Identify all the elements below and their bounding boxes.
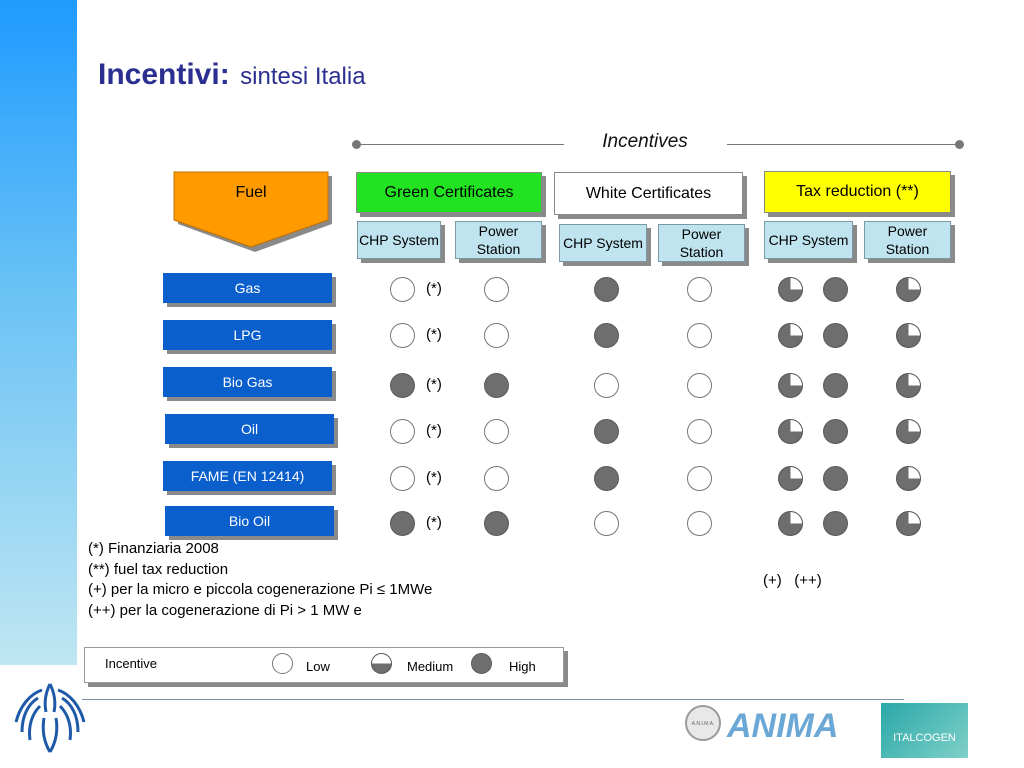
legend-low-label: Low bbox=[306, 659, 330, 674]
page-title bbox=[98, 58, 366, 92]
tax-reduction-header: Tax reduction (**) bbox=[764, 171, 951, 213]
footnote-2: (**) fuel tax reduction bbox=[88, 560, 229, 578]
white-cell-low-icon bbox=[687, 419, 712, 444]
tax-cell-medium-icon bbox=[896, 466, 921, 491]
fuel-header-shape bbox=[172, 170, 334, 252]
tax-cell-medium-icon bbox=[778, 277, 803, 302]
legend-high-icon bbox=[471, 653, 492, 674]
white-cell-low-icon bbox=[594, 373, 619, 398]
green-cell-high-icon bbox=[484, 373, 509, 398]
green-cell-high-icon bbox=[390, 511, 415, 536]
fuel-row-label: Bio Oil bbox=[165, 506, 334, 536]
green-chp-system: CHP System bbox=[357, 221, 441, 259]
white-cell-high-icon bbox=[594, 419, 619, 444]
footnotes bbox=[88, 539, 432, 621]
tax-chp-system: CHP System bbox=[764, 221, 853, 259]
star-note: (*) bbox=[426, 469, 442, 486]
fuel-row-label: Oil bbox=[165, 414, 334, 444]
white-cell-low-icon bbox=[687, 323, 712, 348]
tax-cell-high-icon bbox=[823, 511, 848, 536]
plus-labels: (+) (++) bbox=[763, 572, 822, 589]
fuel-header-label: Fuel bbox=[235, 184, 267, 201]
star-note: (*) bbox=[426, 376, 442, 393]
footnote-1: (*) Finanziaria 2008 bbox=[88, 540, 219, 557]
tax-cell-high-icon bbox=[823, 373, 848, 398]
tax-cell-medium-icon bbox=[896, 373, 921, 398]
green-cell-low-icon bbox=[484, 419, 509, 444]
white-power-station: Power Station bbox=[658, 224, 745, 262]
left-sidebar-band bbox=[0, 0, 77, 665]
legend-medium-icon bbox=[371, 653, 392, 674]
title-sub: sintesi Italia bbox=[240, 63, 366, 90]
fuel-row-label: Bio Gas bbox=[163, 367, 332, 397]
green-power-station: Power Station bbox=[455, 221, 542, 259]
fuel-row-label: Gas bbox=[163, 273, 332, 303]
tax-cell-medium-icon bbox=[896, 323, 921, 348]
tax-cell-medium-icon bbox=[896, 277, 921, 302]
green-cell-low-icon bbox=[484, 277, 509, 302]
green-certificates-header: Green Certificates bbox=[356, 172, 542, 213]
tax-power-station: Power Station bbox=[864, 221, 951, 259]
footnote-3: (+) per la micro e piccola cogenerazione Pi ≤ 1MWe bbox=[88, 581, 433, 598]
incentives-line-left bbox=[356, 144, 564, 145]
tax-cell-medium-icon bbox=[778, 323, 803, 348]
fuel-row-label: LPG bbox=[163, 320, 332, 350]
legend-title: Incentive bbox=[105, 656, 158, 671]
footnote-4: (++) per la cogenerazione di Pi > 1 MW e bbox=[88, 601, 362, 619]
green-cell-low-icon bbox=[484, 466, 509, 491]
tax-cell-medium-icon bbox=[778, 419, 803, 444]
white-cell-high-icon bbox=[594, 323, 619, 348]
green-cell-high-icon bbox=[390, 373, 415, 398]
white-cell-low-icon bbox=[687, 466, 712, 491]
white-cell-low-icon bbox=[687, 511, 712, 536]
incentives-line-right bbox=[727, 144, 959, 145]
white-cell-low-icon bbox=[687, 373, 712, 398]
incentives-label: Incentives bbox=[602, 131, 688, 152]
green-cell-high-icon bbox=[484, 511, 509, 536]
italcogen-logo-text: ITALCOGEN bbox=[893, 732, 956, 744]
star-note: (*) bbox=[426, 422, 442, 439]
tax-cell-high-icon bbox=[823, 323, 848, 348]
white-cell-low-icon bbox=[594, 511, 619, 536]
title-main: Incentivi: bbox=[98, 58, 230, 91]
legend-box bbox=[84, 647, 564, 683]
tax-cell-high-icon bbox=[823, 466, 848, 491]
legend-medium-label: Medium bbox=[407, 659, 454, 674]
star-note: (*) bbox=[426, 280, 442, 297]
white-chp-system: CHP System bbox=[559, 224, 647, 262]
green-cell-low-icon bbox=[390, 466, 415, 491]
green-cell-low-icon bbox=[390, 419, 415, 444]
incentives-line-end-dot bbox=[955, 140, 964, 149]
tax-cell-high-icon bbox=[823, 419, 848, 444]
tax-cell-medium-icon bbox=[896, 419, 921, 444]
tax-cell-high-icon bbox=[823, 277, 848, 302]
legend-low-icon bbox=[272, 653, 293, 674]
white-certificates-header: White Certificates bbox=[554, 172, 743, 215]
star-note: (*) bbox=[426, 326, 442, 343]
white-cell-high-icon bbox=[594, 466, 619, 491]
fuel-row-label: FAME (EN 12414) bbox=[163, 461, 332, 491]
tax-cell-medium-icon bbox=[778, 466, 803, 491]
italcogen-logo bbox=[881, 703, 968, 758]
anima-seal-text: A.N.I.M.A. bbox=[691, 721, 715, 727]
white-cell-low-icon bbox=[687, 277, 712, 302]
green-cell-low-icon bbox=[390, 323, 415, 348]
anima-logo-text: ANIMA bbox=[727, 707, 839, 743]
tax-cell-medium-icon bbox=[778, 511, 803, 536]
anima-logo bbox=[685, 703, 875, 743]
tax-cell-medium-icon bbox=[778, 373, 803, 398]
footer-divider bbox=[82, 699, 904, 700]
green-cell-low-icon bbox=[390, 277, 415, 302]
tax-cell-medium-icon bbox=[896, 511, 921, 536]
green-cell-low-icon bbox=[484, 323, 509, 348]
white-cell-high-icon bbox=[594, 277, 619, 302]
star-note: (*) bbox=[426, 514, 442, 531]
legend-high-label: High bbox=[509, 659, 536, 674]
confindustria-eagle-logo bbox=[8, 678, 92, 758]
